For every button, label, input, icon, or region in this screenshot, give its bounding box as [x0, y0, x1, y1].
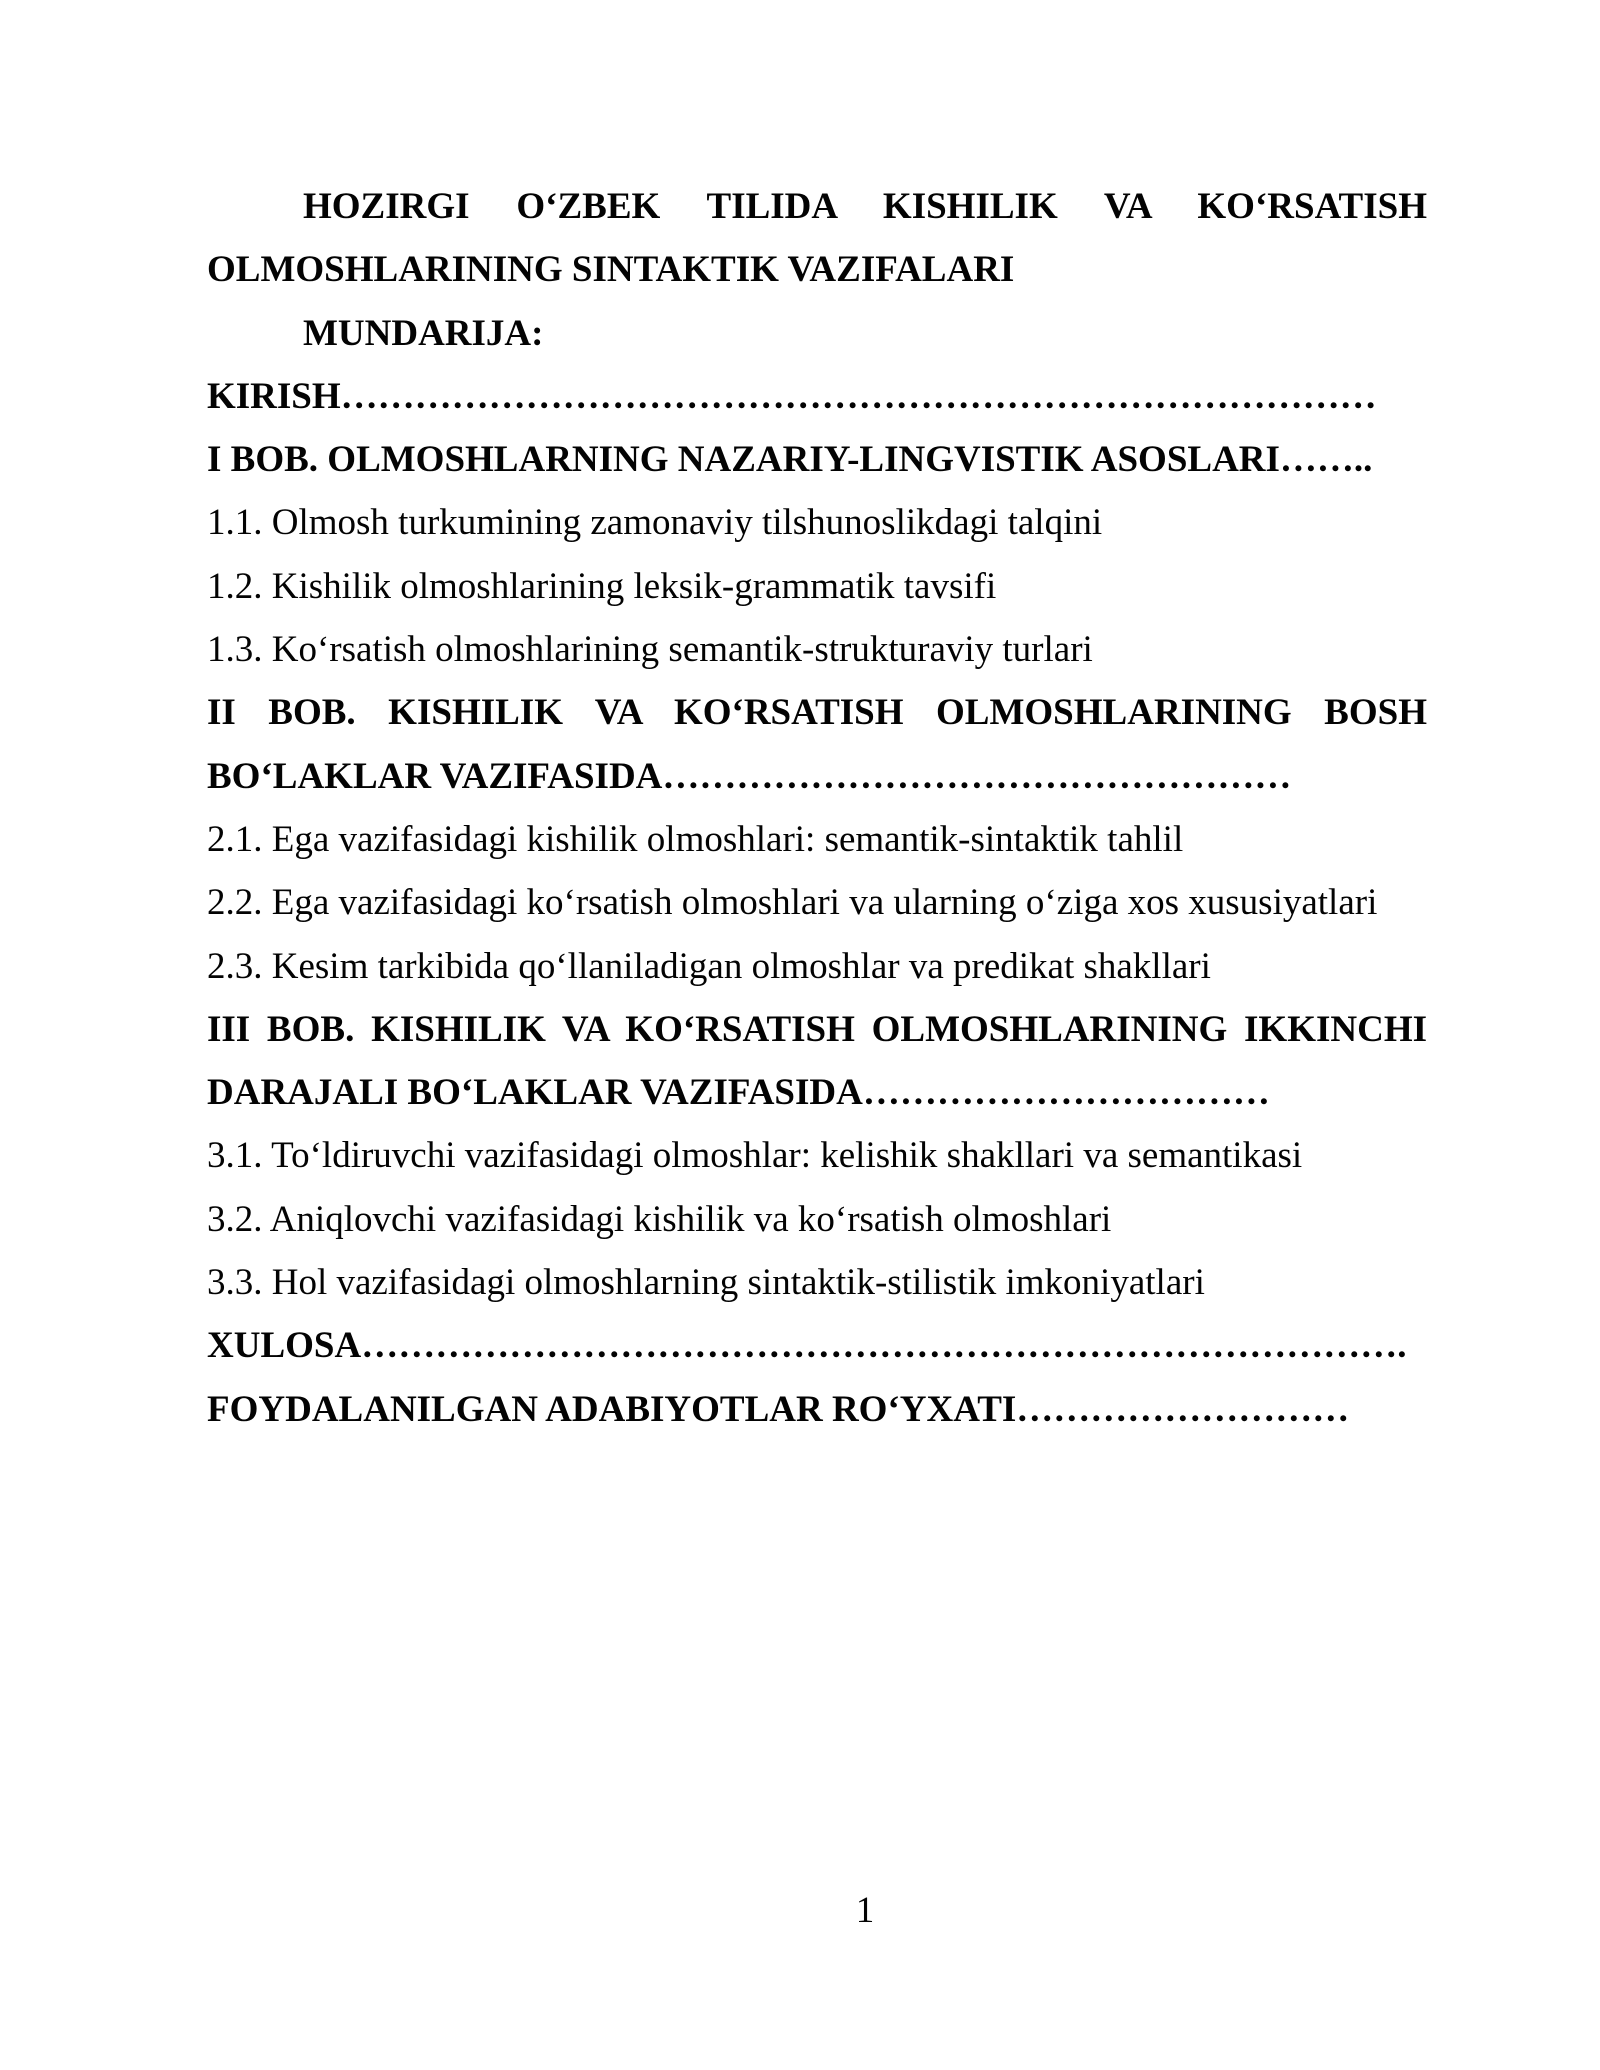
- toc-item-3-1: 3.1. To‘ldiruvchi vazifasidagi olmoshlar: kelishik shakllari va semantikasi: [207, 1135, 1303, 1177]
- document-title-line-1: HOZIRGI O‘ZBEK TILIDA KISHILIK VA KO‘RSATISH: [303, 186, 1427, 227]
- toc-item-2-2: 2.2. Ega vazifasidagi ko‘rsatish olmoshlari va ularning o‘ziga xos xususiyatlari: [207, 882, 1378, 924]
- toc-entry-chapter-2-line-2: BO‘LAKLAR VAZIFASIDA……………………………………………: [207, 755, 1292, 797]
- toc-entry-adabiyotlar: FOYDALANILGAN ADABIYOTLAR RO‘YXATI………………………: [207, 1388, 1350, 1430]
- page-content: [207, 175, 1427, 1441]
- toc-item-1-3: 1.3. Ko‘rsatish olmoshlarining semantik-strukturaviy turlari: [207, 629, 1093, 671]
- toc-item-1-1: 1.1. Olmosh turkumining zamonaviy tilshunoslikdagi talqini: [207, 502, 1103, 544]
- toc-item-1-2: 1.2. Kishilik olmoshlarining leksik-grammatik tavsifi: [207, 565, 997, 607]
- toc-entry-chapter-2-line-1: II BOB. KISHILIK VA KO‘RSATISH OLMOSHLARINING BOSH: [207, 692, 1427, 734]
- toc-item-3-2: 3.2. Aniqlovchi vazifasidagi kishilik va ko‘rsatish olmoshlari: [207, 1198, 1112, 1240]
- document-title-line-2: OLMOSHLARINING SINTAKTIK VAZIFALARI: [207, 249, 1015, 291]
- toc-entry-xulosa: XULOSA………………………………………………………………………….: [207, 1325, 1407, 1367]
- toc-item-3-3: 3.3. Hol vazifasidagi olmoshlarning sintaktik-stilistik imkoniyatlari: [207, 1262, 1205, 1304]
- contents-heading: MUNDARIJA:: [303, 312, 544, 354]
- toc-entry-kirish: KIRISH…………………………………………………………………………: [207, 375, 1377, 417]
- toc-entry-chapter-3-line-1: III BOB. KISHILIK VA KO‘RSATISH OLMOSHLARINING IKKINCHI: [207, 1008, 1427, 1050]
- toc-item-2-1: 2.1. Ega vazifasidagi kishilik olmoshlari: semantik-sintaktik tahlil: [207, 818, 1184, 860]
- toc-item-2-3: 2.3. Kesim tarkibida qo‘llaniladigan olmoshlar va predikat shakllari: [207, 945, 1211, 987]
- toc-entry-chapter-3-line-2: DARAJALI BO‘LAKLAR VAZIFASIDA……………………………: [207, 1072, 1270, 1114]
- page-number: 1: [855, 1890, 875, 1931]
- toc-entry-chapter-1: I BOB. OLMOSHLARNING NAZARIY-LINGVISTIK ASOSLARI……..: [207, 439, 1373, 481]
